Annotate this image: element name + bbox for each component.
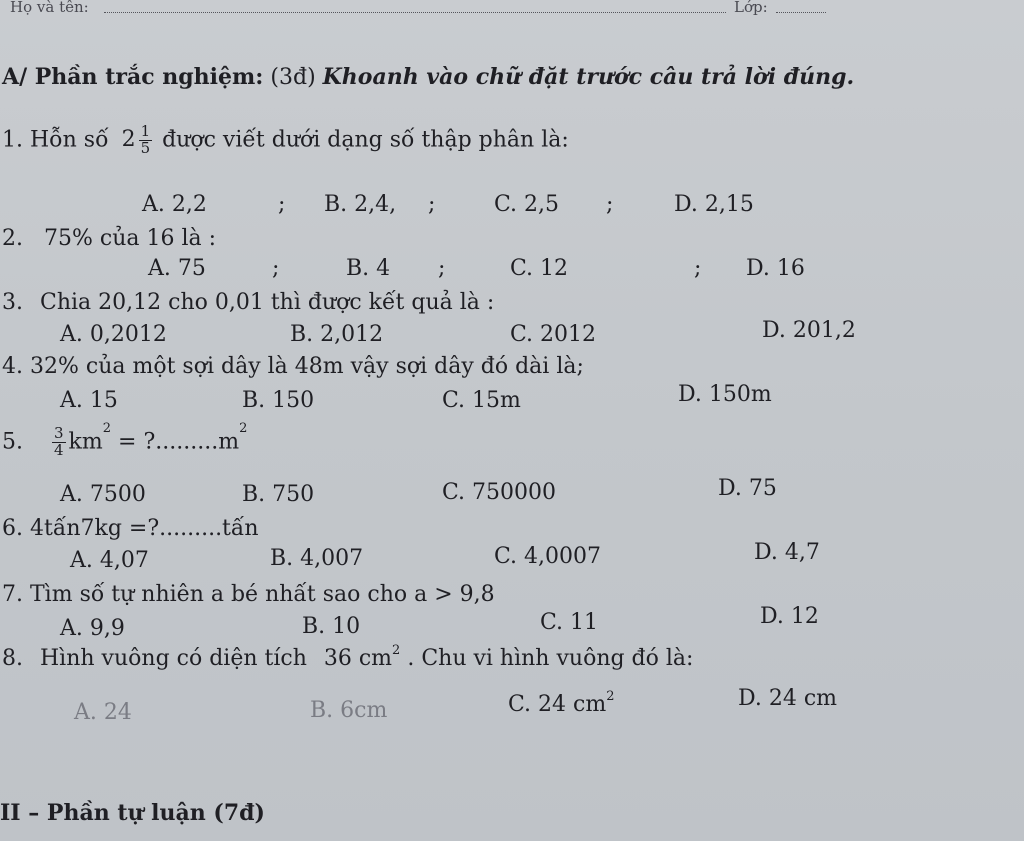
question-text: = ?.........m [118, 429, 240, 455]
question-text: Tìm số tự nhiên a bé nhất sao cho a > 9,8 [30, 582, 495, 607]
question-1 [2, 124, 569, 157]
q2-separator: ; [438, 256, 446, 281]
q1-separator: ; [428, 192, 436, 217]
q2-option-c[interactable]: C. 12 [510, 256, 569, 281]
q6-option-d[interactable]: D. 4,7 [754, 540, 820, 565]
class-dotted-line [776, 12, 826, 13]
mixed-whole: 2 [121, 127, 136, 153]
question-text: Hỗn số [30, 127, 109, 153]
q7-option-a[interactable]: A. 9,9 [60, 616, 125, 641]
q1-option-c[interactable]: C. 2,5 [494, 192, 560, 217]
exponent: 2 [606, 689, 615, 704]
question-5 [2, 421, 248, 459]
q2-option-b[interactable]: B. 4 [346, 256, 391, 281]
question-text: 32% của một sợi dây là 48m vậy sợi dây đó dài là; [30, 354, 584, 379]
q3-option-d[interactable]: D. 201,2 [762, 318, 856, 343]
question-text: Hình vuông có diện tích [40, 646, 307, 671]
q4-option-b[interactable]: B. 150 [242, 388, 315, 413]
q2-option-d[interactable]: D. 16 [746, 256, 805, 281]
fraction-denominator: 5 [140, 138, 151, 157]
q3-option-c[interactable]: C. 2012 [510, 322, 597, 347]
question-number: 5. [2, 429, 23, 455]
question-text: 75% của 16 là : [44, 226, 217, 251]
question-number: 1. [2, 127, 23, 153]
q2-separator: ; [272, 256, 280, 281]
section1-heading [2, 66, 854, 89]
q8-option-d[interactable]: D. 24 cm [738, 686, 838, 711]
q6-option-b[interactable]: B. 4,007 [270, 546, 364, 571]
q1-separator: ; [278, 192, 286, 217]
q1-option-d[interactable]: D. 2,15 [674, 192, 754, 217]
area-value: 36 cm [323, 646, 393, 671]
exponent: 2 [392, 643, 401, 658]
q4-option-d[interactable]: D. 150m [678, 382, 772, 407]
class-label: Lớp: [734, 0, 768, 16]
section1-title: A/ Phần trắc nghiệm: [2, 64, 264, 90]
question-text: 4tấn7kg =?.........tấn [30, 516, 259, 541]
question-text: . Chu vi hình vuông đó là: [407, 646, 694, 671]
unit: km [68, 429, 103, 455]
q6-option-a[interactable]: A. 4,07 [70, 548, 149, 573]
q2-option-a[interactable]: A. 75 [148, 256, 206, 281]
q4-option-c[interactable]: C. 15m [442, 388, 521, 413]
section1-points: (3đ) [270, 65, 316, 90]
q5-option-c[interactable]: C. 750000 [442, 480, 557, 505]
q6-option-c[interactable]: C. 4,0007 [494, 544, 602, 569]
question-3 [2, 292, 494, 314]
question-number: 2. [2, 226, 23, 251]
section1-instruction: Khoanh vào chữ đặt trước câu trả lời đúng. [322, 64, 855, 90]
fraction-denominator: 4 [54, 440, 64, 459]
q7-option-d[interactable]: D. 12 [760, 604, 819, 629]
q7-option-b[interactable]: B. 10 [302, 614, 361, 639]
question-6 [2, 518, 259, 540]
question-number: 4. [2, 354, 23, 379]
exponent: 2 [102, 421, 112, 436]
question-8 [2, 643, 694, 671]
q7-option-c[interactable]: C. 11 [540, 610, 599, 635]
question-number: 3. [2, 290, 23, 315]
question-4 [2, 356, 584, 378]
question-7 [2, 584, 495, 606]
q8-option-a[interactable]: A. 24 [74, 700, 132, 725]
q8-option-b[interactable]: B. 6cm [310, 698, 388, 723]
q1-option-b[interactable]: B. 2,4, [324, 192, 397, 217]
question-number: 7. [2, 582, 23, 607]
q5-option-d[interactable]: D. 75 [718, 476, 777, 501]
q5-option-a[interactable]: A. 7500 [60, 482, 146, 507]
question-text: được viết dưới dạng số thập phân là: [162, 127, 569, 153]
exponent: 2 [239, 421, 248, 436]
q3-option-a[interactable]: A. 0,2012 [60, 322, 167, 347]
question-text: Chia 20,12 cho 0,01 thì được kết quả là : [40, 290, 495, 315]
q1-separator: ; [606, 192, 614, 217]
mixed-number [121, 122, 156, 157]
fraction [52, 426, 66, 459]
option-label: C. 24 cm [508, 692, 607, 717]
q4-option-a[interactable]: A. 15 [60, 388, 118, 413]
name-dotted-line [104, 12, 726, 13]
q1-option-a[interactable]: A. 2,2 [142, 192, 207, 217]
q2-separator: ; [694, 256, 702, 281]
q8-option-c[interactable] [508, 689, 615, 717]
name-label: Họ và tên: [10, 0, 89, 16]
question-number: 8. [2, 646, 23, 671]
q3-option-b[interactable]: B. 2,012 [290, 322, 384, 347]
fraction-numerator: 1 [140, 122, 151, 140]
question-number: 6. [2, 516, 23, 541]
section2-title: II – Phần tự luận (7đ) [0, 800, 265, 826]
question-2 [2, 228, 216, 250]
q5-option-b[interactable]: B. 750 [242, 482, 315, 507]
mixed-fraction [139, 124, 153, 157]
fraction-numerator: 3 [54, 424, 64, 442]
